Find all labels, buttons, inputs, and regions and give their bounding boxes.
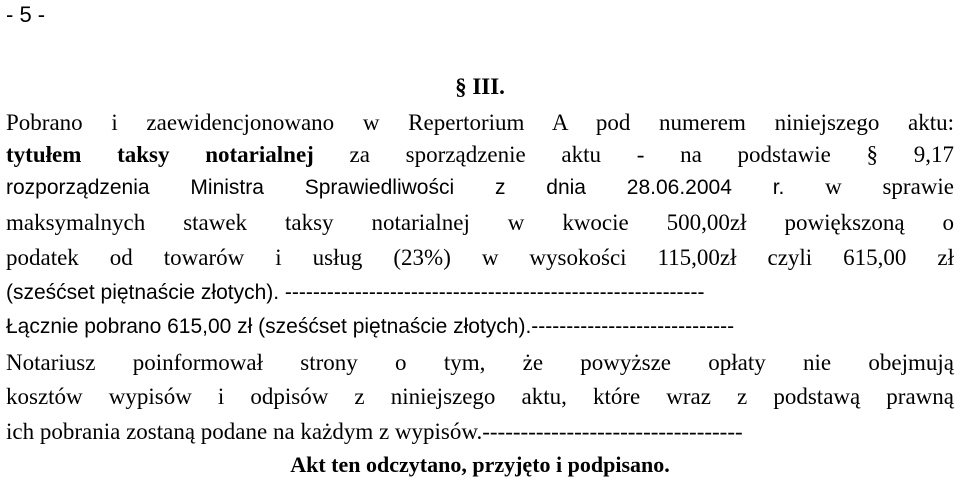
page-number: - 5 -: [6, 2, 46, 27]
section-heading: [6, 72, 954, 102]
paragraph-3-line-2: kosztów wypisów i odpisów z niniejszego aktu, które wraz z podstawą prawną: [6, 384, 954, 409]
paragraph-1-line-4: maksymalnych stawek taksy notarialnej w kwocie 500,00zł powiększoną o: [6, 210, 954, 235]
paragraph-3-line-3: ich pobrania zostaną podane na każdym z wypisów.----------------------------------: [6, 419, 743, 444]
paragraph-1-line-5: podatek od towarów i usług (23%) w wysokości 115,00zł czyli 615,00 zł: [6, 245, 954, 270]
regulation-reference: rozporządzenia Ministra Sprawiedliwości z dnia 28.06.2004 r.: [6, 176, 785, 199]
paragraph-3-line-1: Notariusz poinformował strony o tym, że powyższe opłaty nie obejmują: [6, 350, 954, 375]
fee-title-bold: tytułem taksy notarialnej: [6, 142, 314, 167]
paragraph-1-line-3-rest: w sprawie: [784, 174, 954, 199]
closing-statement: Akt ten odczytano, przyjęto i podpisano.: [290, 452, 670, 477]
paragraph-1-line-2-rest: za sporządzenie aktu - na podstawie § 9,17: [313, 142, 954, 167]
paragraph-1-line-1: Pobrano i zaewidencjonowano w Repertorium A pod numerem niniejszego aktu:: [6, 110, 954, 135]
section-symbol: §: [455, 74, 467, 99]
paragraph-1-line-3: [6, 172, 954, 203]
total-collected-line: Łącznie pobrano 615,00 zł (sześćset piętnaście złotych).-----------------------------: [6, 315, 735, 338]
paragraph-1-line-6: (sześćset piętnaście złotych). ------------------------------------------------------------: [6, 281, 705, 304]
section-number: III.: [472, 74, 505, 99]
paragraph-1-line-2: [6, 140, 954, 170]
